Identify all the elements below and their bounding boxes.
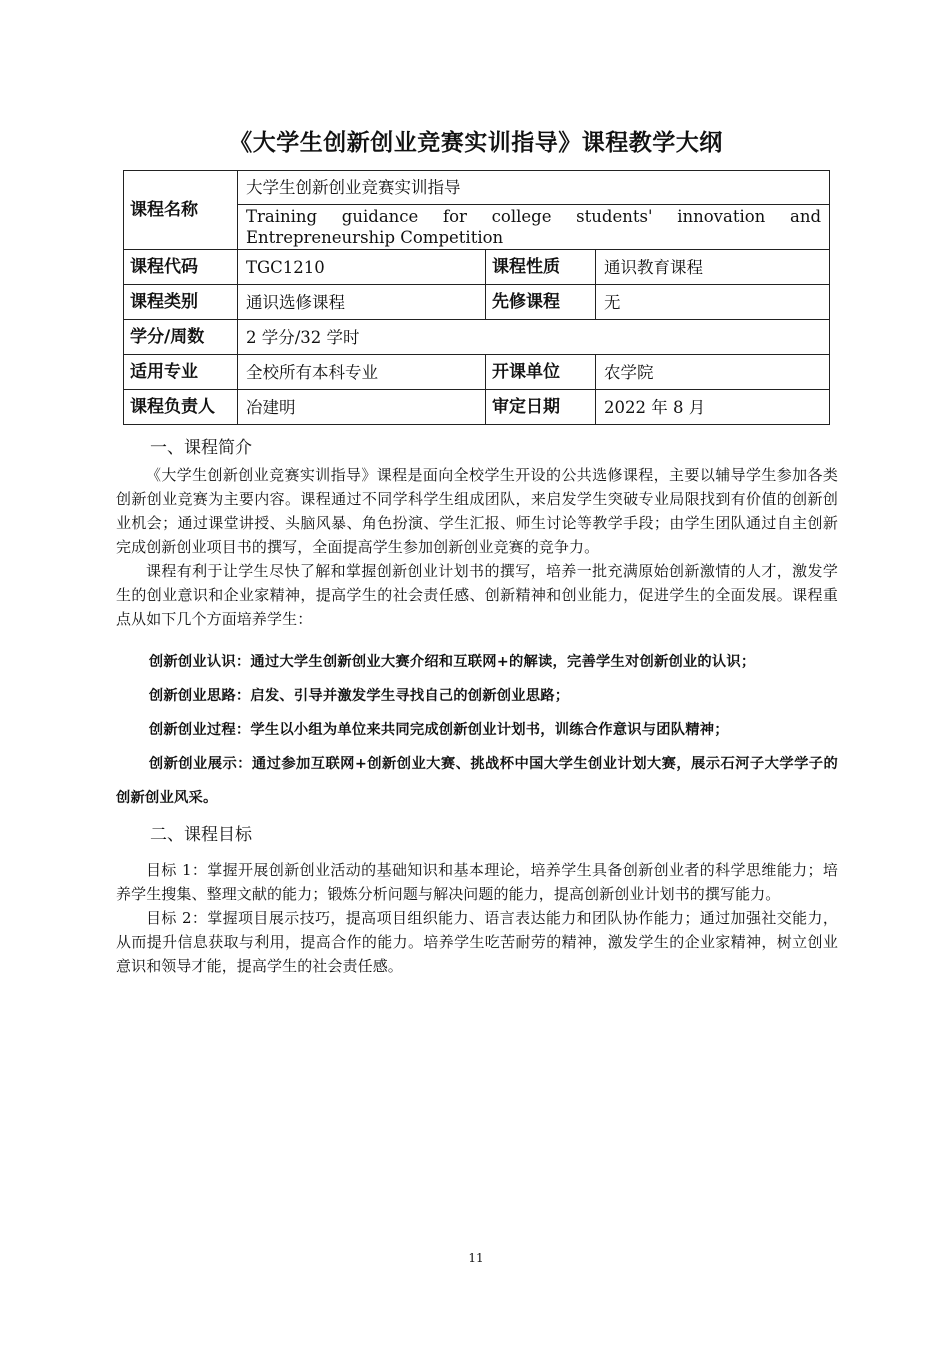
major-label: 适用专业 <box>124 355 238 390</box>
course-nature-label: 课程性质 <box>486 250 596 285</box>
credits-label: 学分/周数 <box>124 320 238 355</box>
course-type-label: 课程类别 <box>124 285 238 320</box>
section2-heading: 二、课程目标 <box>150 825 252 845</box>
course-type: 通识选修课程 <box>238 285 486 320</box>
date-label: 审定日期 <box>486 390 596 425</box>
section-intro <box>116 436 838 631</box>
list-item: 创新创业思路：启发、引导并激发学生寻找自己的创新创业思路； <box>148 688 570 704</box>
course-nature: 通识教育课程 <box>596 250 830 285</box>
document-title: 《大学生创新创业竞赛实训指导》课程教学大纲 <box>229 130 723 156</box>
owner: 冶建明 <box>238 390 486 425</box>
list-item: 创新创业认识：通过大学生创新创业大赛介绍和互联网+的解读，完善学生对创新创业的认识； <box>148 654 756 670</box>
date: 2022 年 8 月 <box>596 390 830 425</box>
department-label: 开课单位 <box>486 355 596 390</box>
course-name-cn: 大学生创新创业竞赛实训指导 <box>238 171 830 205</box>
credits: 2 学分/32 学时 <box>238 320 830 355</box>
list-item: 创新创业展示：通过参加互联网+创新创业大赛、挑战杯中国大学生创业计划大赛，展示石河子大学学子的创新创业风采。 <box>116 756 838 806</box>
owner-label: 课程负责人 <box>124 390 238 425</box>
goal-2: 目标 2：掌握项目展示技巧，提高项目组织能力、语言表达能力和团队协作能力；通过加强社交能力，从而提升信息获取与利用，提高合作的能力。培养学生吃苦耐劳的精神，激发学生的企业家精神，树立创业意识和领导才能，提高学生的社会责任感。 <box>116 909 838 975</box>
page-number: 11 <box>468 1251 484 1265</box>
goal-1: 目标 1：掌握开展创新创业活动的基础知识和基本理论，培养学生具备创新创业者的科学思维能力；培养学生搜集、整理文献的能力；锻炼分析问题与解决问题的能力，提高创新创业计划书的撰写能力。 <box>116 861 838 903</box>
section1-heading: 一、课程简介 <box>150 438 252 458</box>
course-code-label: 课程代码 <box>124 250 238 285</box>
course-code: TGC1210 <box>238 250 486 285</box>
intro-paragraph-1: 《大学生创新创业竞赛实训指导》课程是面向全校学生开设的公共选修课程，主要以辅导学生参加各类创新创业竞赛为主要内容。课程通过不同学科学生组成团队，来启发学生突破专业局限找到有价值的创新创业机会；通过课堂讲授、头脑风暴、角色扮演、学生汇报、师生讨论等教学手段；由学生团队通过自主创新完成创新创业项目书的撰写，全面提高学生参加创新创业竞赛的竞争力。 <box>116 466 838 556</box>
course-name-label: 课程名称 <box>124 171 238 250</box>
prerequisite: 无 <box>596 285 830 320</box>
intro-paragraph-2: 课程有利于让学生尽快了解和掌握创新创业计划书的撰写，培养一批充满原始创新激情的人才，激发学生的创业意识和企业家精神，提高学生的社会责任感、创新精神和创业能力，促进学生的全面发展。课程重点从如下几个方面培养学生： <box>116 562 838 628</box>
section-goals <box>116 822 838 978</box>
list-item: 创新创业过程：学生以小组为单位来共同完成创新创业计划书，训练合作意识与团队精神； <box>148 722 729 738</box>
course-name-en: Training guidance for college students' innovation and Entrepreneurship Competition <box>238 205 830 250</box>
major: 全校所有本科专业 <box>238 355 486 390</box>
training-points-list <box>116 645 838 815</box>
course-info-table <box>123 170 830 425</box>
department: 农学院 <box>596 355 830 390</box>
prerequisite-label: 先修课程 <box>486 285 596 320</box>
